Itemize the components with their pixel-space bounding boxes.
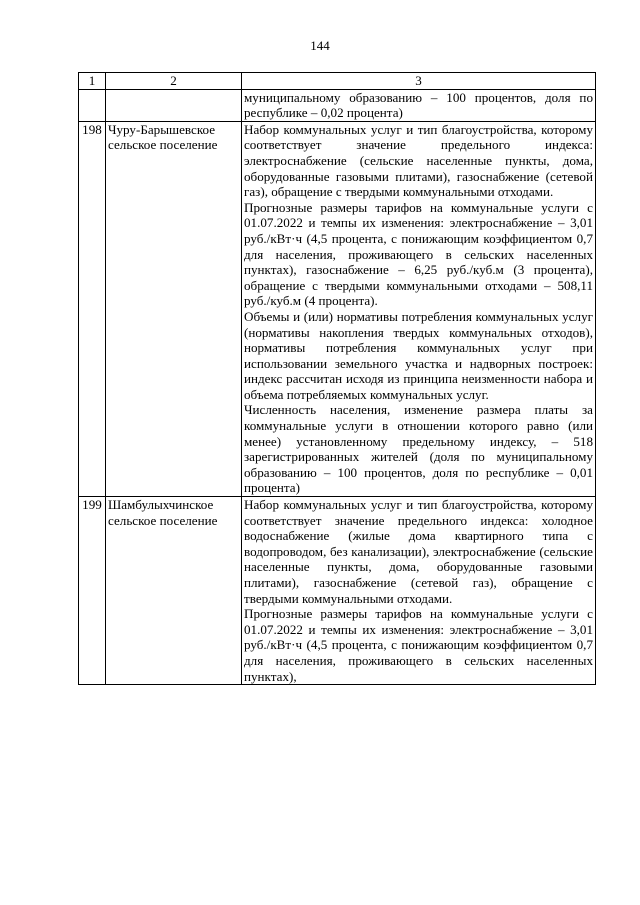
tariff-table: [78, 72, 596, 685]
description-paragraph: муниципальному образованию – 100 процентов, доля по республике – 0,02 процента): [244, 89, 593, 121]
table-row: [79, 121, 596, 496]
row-description: [242, 497, 596, 685]
row-number: 199: [79, 497, 106, 685]
column-header: 3: [242, 73, 596, 90]
settlement-name: Чуру-Барышевское сельское поселение: [106, 121, 242, 496]
page-number: 144: [310, 38, 330, 53]
column-header: 1: [79, 73, 106, 90]
row-description: [242, 121, 596, 496]
description-paragraph: Численность населения, изменение размера платы за коммунальные услуги в отношении которого равно (или менее) установленному предельному индексу, – 518 зарегистрированных жителей (доля по муниципальному образованию – 100 процентов, доля по республике – 0,01 процента): [244, 402, 593, 496]
row-number: [79, 89, 106, 121]
settlement-name: [106, 89, 242, 121]
description-paragraph: Набор коммунальных услуг и тип благоустройства, которому соответствует значение предельного индекса: электроснабжение (сельские населенные пункты, дома, оборудованные газовыми плитами), газоснабжение (сетевой газ), обращение с твердыми коммунальными отходами.: [244, 121, 593, 200]
table-row: [79, 89, 596, 121]
description-paragraph: Набор коммунальных услуг и тип благоустройства, которому соответствует значение предельного индекса: холодное водоснабжение (жилые дома квартирного типа с водопроводом, без канализации), электроснабжение (сельские населенные пункты, дома, оборудованные газовыми плитами), газоснабжение (сетевой газ), обращение с твердыми коммунальными отходами.: [244, 497, 593, 606]
table-row: [79, 497, 596, 685]
description-paragraph: Прогнозные размеры тарифов на коммунальные услуги с 01.07.2022 и темпы их изменения: электроснабжение – 3,01 руб./кВт·ч (4,5 процента, с понижающим коэффициентом 0,7 для населения, проживающего в сельских населенных пунктах), газоснабжение – 6,25 руб./куб.м (3 процента), обращение с твердыми коммунальными отходами – 508,11 руб./куб.м (4 процента).: [244, 199, 593, 309]
description-paragraph: Объемы и (или) нормативы потребления коммунальных услуг (нормативы накопления твердых коммунальных отходов), нормативы потребления коммунальных услуг при использовании земельного участка и надворных построек: индекс рассчитан исходя из принципа неизменности набора и объема потребляемых коммунальных услуг.: [244, 308, 593, 402]
row-number: 198: [79, 121, 106, 496]
description-paragraph: Прогнозные размеры тарифов на коммунальные услуги с 01.07.2022 и темпы их изменения: электроснабжение – 3,01 руб./кВт·ч (4,5 процента, с понижающим коэффициентом 0,7 для населения, проживающего в сельских населенных пунктах),: [244, 606, 593, 684]
table-header-row: [79, 73, 596, 90]
column-header: 2: [106, 73, 242, 90]
settlement-name: Шамбулыхчинское сельское поселение: [106, 497, 242, 685]
row-description: [242, 89, 596, 121]
